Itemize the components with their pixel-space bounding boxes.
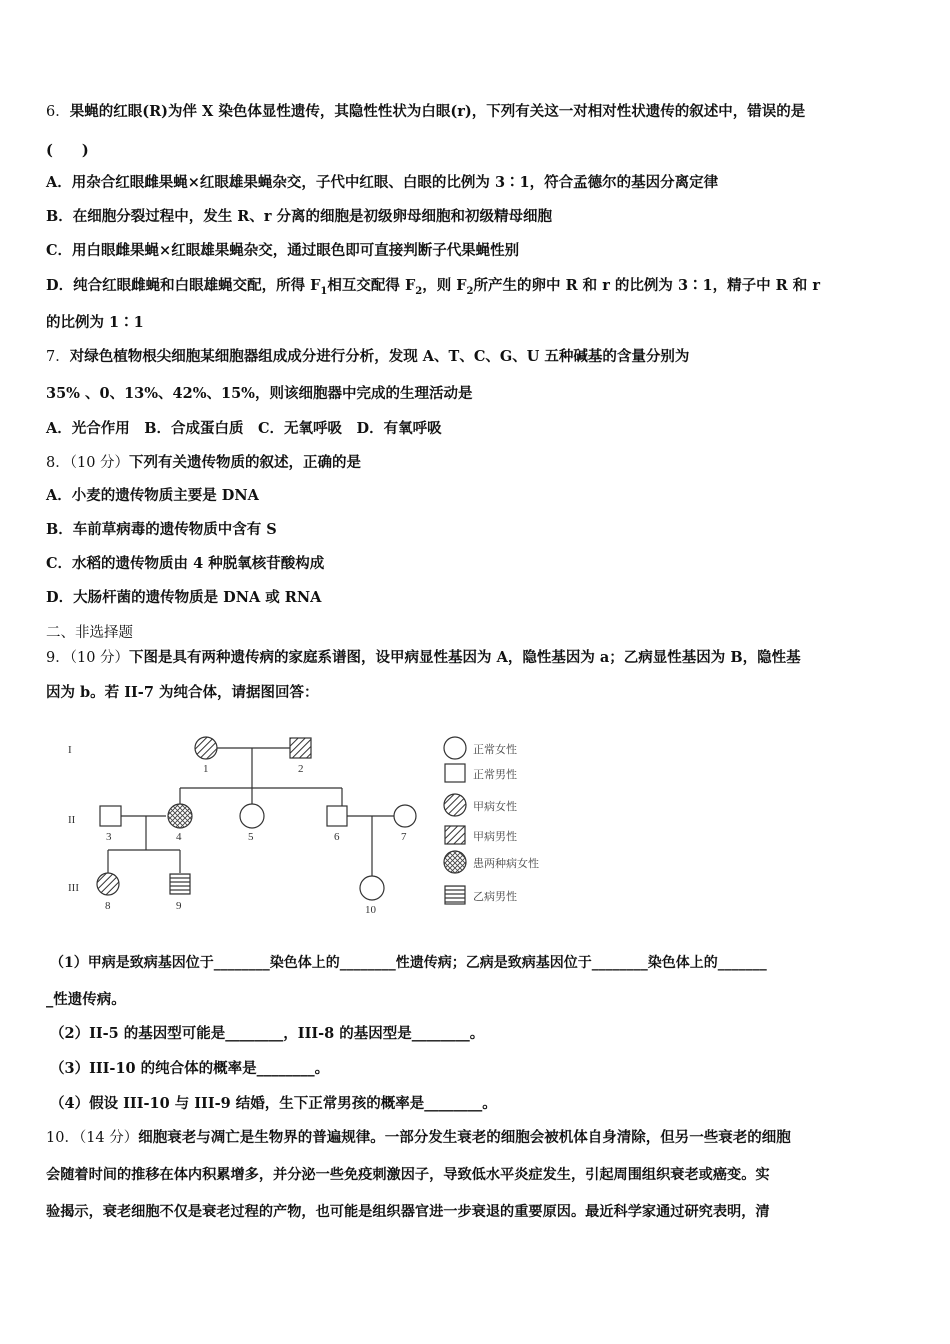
q10-line2: 会随着时间的推移在体内积累增多，并分泌一些免疫刺激因子，导致低水平炎症发生，引起周围组织衰老或癌变。实 [46,1167,770,1183]
gen-label-iii: III [68,882,79,894]
id-1: 1 [203,763,209,775]
individual-ii-3 [100,806,121,826]
q9-sub4: （4）假设 III-10 与 III-9 结婚，生下正常男孩的概率是________。 [50,1095,497,1112]
q6-option-d-line2: 的比例为 1∶1 [46,314,144,331]
individual-iii-9 [170,874,190,894]
generation-labels [68,744,79,894]
individual-iii-8 [97,873,119,895]
q6-d-part1: D．纯合红眼雌蝇和白眼雄蝇交配，所得 F [46,277,321,294]
q8-number: 8．（10 分） [46,455,130,471]
q6-option-c: C．用白眼雌果蝇×红眼雄果蝇杂交，通过眼色即可直接判断子代果蝇性别 [46,242,520,259]
individual-iii-10 [360,876,384,900]
id-6: 6 [334,831,340,843]
q8-option-a: A．小麦的遗传物质主要是 DNA [46,487,259,504]
id-7: 7 [401,831,407,843]
legend-both-diseases-female-icon [444,851,466,873]
q7-stem-text: 对绿色植物根尖细胞某细胞器组成成分进行分析，发现 A、T、C、G、U 五种碱基的含量分别为 [69,348,690,365]
id-5: 5 [248,831,254,843]
q6-stem-text: 果蝇的红眼(R)为伴 X 染色体显性遗传，其隐性性状为白眼(r)，下列有关这一对相对性状遗传的叙述中，错误的是 [69,103,806,120]
pedigree-legend [444,737,466,904]
q6-stem [46,102,906,122]
q10-text-1: 细胞衰老与凋亡是生物界的普遍规律。一部分发生衰老的细胞会被机体自身清除，但另一些衰老的细胞 [138,1129,791,1146]
legend-normal-male-icon [445,764,465,782]
id-8: 8 [105,900,111,912]
q7-number: 7． [46,349,70,365]
q6-d-part2: 相互交配得 F [327,277,416,294]
individual-i-2 [290,738,311,758]
gen-label-i: I [68,744,72,756]
individual-i-1 [195,737,217,759]
q7-stem [46,347,906,367]
id-2: 2 [298,763,304,775]
legend-disease-a-male-icon [445,826,465,844]
q6-d-sub1: 1 [320,285,328,297]
id-3: 3 [106,831,112,843]
q9-sub1-line1: （1）甲病是致病基因位于________染色体上的________性遗传病；乙病是致病基因位于________染色体上的_______ [50,955,767,971]
q9-stem [46,648,906,668]
individual-ii-5 [240,804,264,828]
q9-stem-text: 下图是具有两种遗传病的家庭系谱图，设甲病显性基因为 A，隐性基因为 a；乙病显性基因为 B，隐性基 [129,649,801,666]
individual-ii-7 [394,805,416,827]
q6-d-part3: ，则 F [422,277,467,294]
legend-label-disease-b-male: 乙病男性 [473,890,517,903]
q6-d-sub2: 2 [415,285,423,297]
q10-line1 [46,1128,906,1148]
q9-sub1-line2: _性遗传病。 [46,991,126,1008]
q8-option-d: D．大肠杆菌的遗传物质是 DNA 或 RNA [46,589,322,606]
q7-stem-line2: 35% 、0、13%、42%、15%，则该细胞器中完成的生理活动是 [46,385,473,402]
q9-sub2: （2）II-5 的基因型可能是________，III-8 的基因型是________。 [50,1025,485,1042]
id-9: 9 [176,900,182,912]
q8-stem [46,453,906,473]
legend-label-both-diseases-female: 患两种病女性 [473,857,539,870]
legend-normal-female-icon [444,737,466,759]
legend-label-normal-male: 正常男性 [473,768,517,781]
legend-label-disease-a-female: 甲病女性 [473,800,517,813]
q7-options: A．光合作用 B．合成蛋白质 C．无氧呼吸 D．有氧呼吸 [46,420,442,437]
q6-option-d-line1 [46,276,906,302]
legend-label-disease-a-male: 甲病男性 [473,830,517,843]
pedigree-chart [60,728,620,928]
q6-d-sub3: 2 [466,285,474,297]
q6-number: 6． [46,104,70,120]
gen-label-ii: II [68,814,76,826]
q6-paren: ( ) [46,142,89,159]
q8-option-b: B．车前草病毒的遗传物质中含有 S [46,521,277,538]
individual-ii-4 [168,804,192,828]
individual-ii-6 [327,806,347,826]
id-4: 4 [176,831,182,843]
q6-option-a: A．用杂合红眼雌果蝇×红眼雄果蝇杂交，子代中红眼、白眼的比例为 3∶1，符合孟德尔的基因分离定律 [46,174,719,191]
pedigree-individuals [97,737,416,900]
q9-number: 9．（10 分） [46,650,130,666]
q6-d-part4: 所产生的卵中 R 和 r 的比例为 3∶1，精子中 R 和 r [473,277,820,294]
legend-label-normal-female: 正常女性 [473,743,517,756]
legend-disease-a-female-icon [444,794,466,816]
q10-number: 10．（14 分） [46,1130,139,1146]
q6-option-b: B．在细胞分裂过程中，发生 R、r 分离的细胞是初级卵母细胞和初级精母细胞 [46,208,553,225]
legend-disease-b-male-icon [445,886,465,904]
q10-line3: 验揭示，衰老细胞不仅是衰老过程的产物，也可能是组织器官进一步衰退的重要原因。最近科学家通过研究表明，清 [46,1204,770,1220]
section-heading: 二、非选择题 [46,625,133,641]
pedigree-legend-labels [473,742,539,903]
q9-stem-line2: 因为 b。若 II-7 为纯合体，请据图回答： [46,684,319,701]
q8-option-c: C．水稻的遗传物质由 4 种脱氧核苷酸构成 [46,555,325,572]
id-10: 10 [365,904,376,916]
q8-stem-text: 下列有关遗传物质的叙述，正确的是 [129,454,362,471]
q9-sub3: （3）III-10 的纯合体的概率是________。 [50,1060,330,1077]
